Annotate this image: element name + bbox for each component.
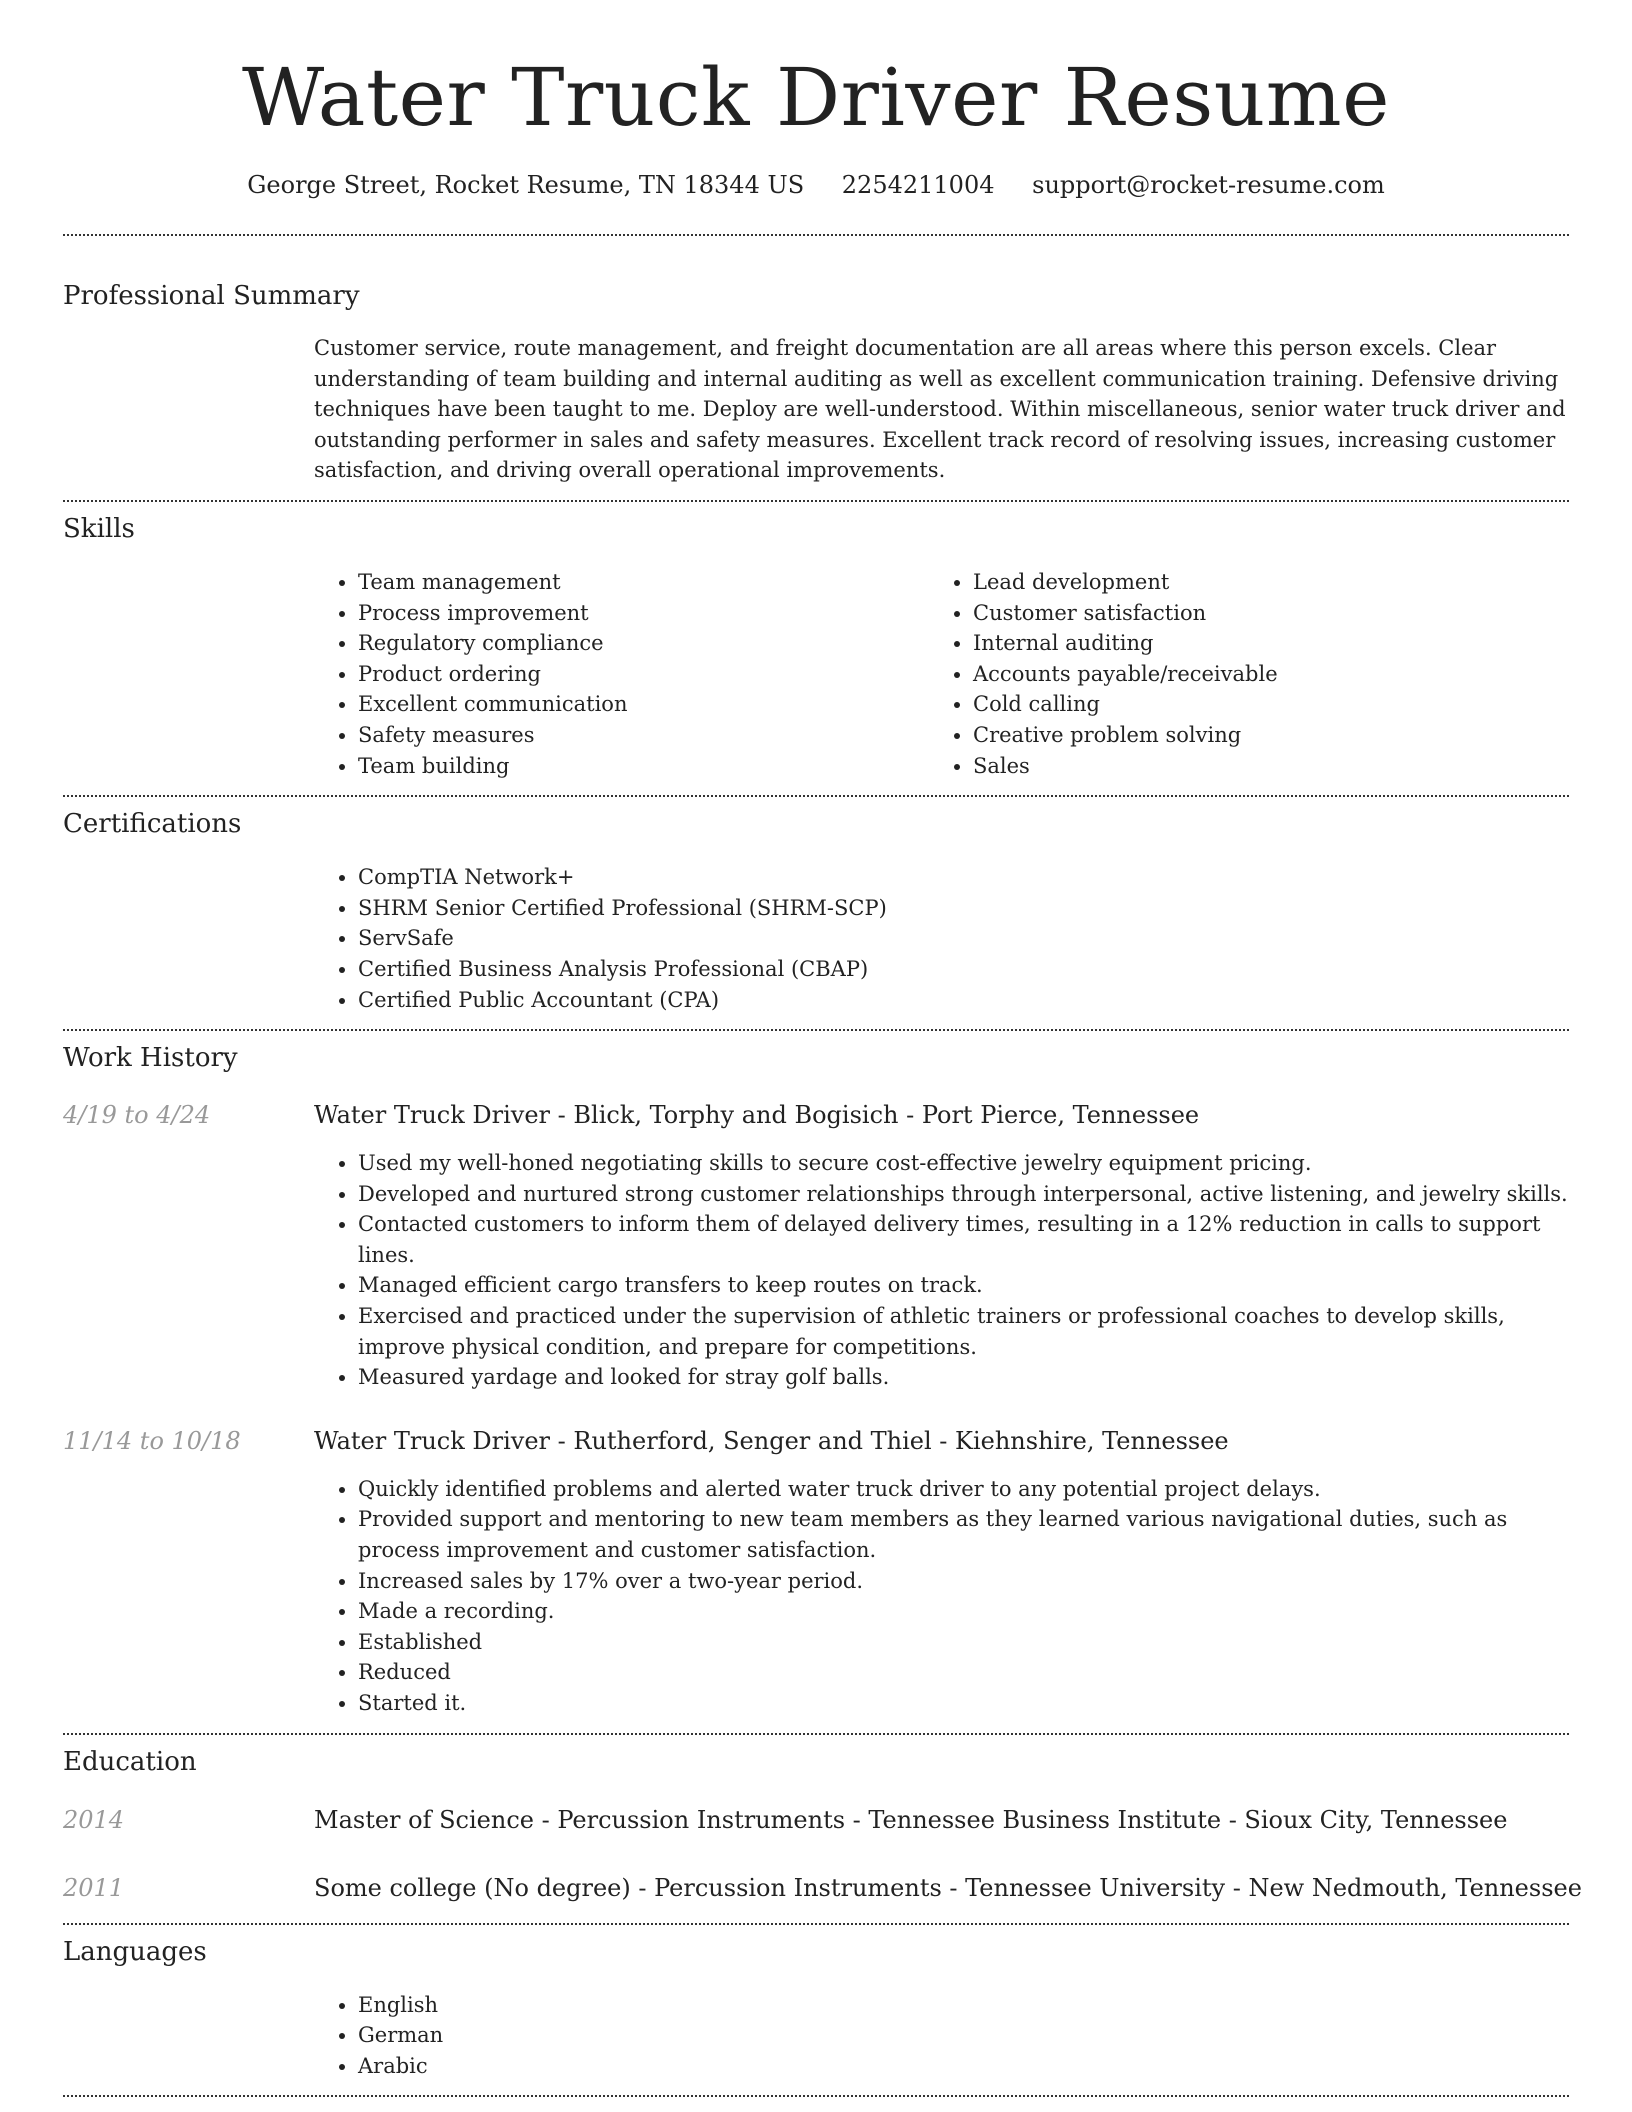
skills-heading: Skills (63, 513, 135, 544)
job-entry (63, 1100, 1569, 1393)
certification-item: • SHRM Senior Certified Professional (SHRM-SCP) (358, 893, 1569, 924)
job-bullet: • Started it. (358, 1688, 1569, 1719)
skill-item: • Safety measures (358, 720, 929, 751)
job-dates: 11/14 to 10/18 (63, 1426, 241, 1455)
certifications-list (314, 862, 1569, 1015)
skill-item: • Internal auditing (973, 628, 1544, 659)
job-bullet: • Increased sales by 17% over a two-year period. (358, 1566, 1569, 1597)
job-bullet: • Provided support and mentoring to new team members as they learned various navigational duties, such as process improvement and customer satisfaction. (358, 1504, 1569, 1565)
job-bullet: • Quickly identified problems and alerted water truck driver to any potential project delays. (358, 1474, 1569, 1505)
summary-section (63, 280, 1569, 486)
education-heading: Education (63, 1746, 197, 1777)
resume-title: Water Truck Driver Resume (241, 51, 1390, 144)
certification-item: • ServSafe (358, 923, 1569, 954)
job-bullet: • Managed efficient cargo transfers to keep routes on track. (358, 1270, 1569, 1301)
divider (63, 1029, 1569, 1031)
education-section (63, 1746, 1582, 1903)
contact-address: George Street, Rocket Resume, TN 18344 US (247, 171, 805, 199)
divider (63, 2095, 1569, 2097)
language-item: • German (358, 2020, 1569, 2051)
education-details: Some college (No degree) - Percussion Instruments - Tennessee University - New Nedmouth, Tennessee (314, 1873, 1582, 1902)
job-bullet: • Established (358, 1627, 1569, 1658)
contact-line (63, 170, 1569, 200)
job-details (314, 1100, 1569, 1393)
education-date: 2014 (63, 1805, 125, 1834)
summary-heading: Professional Summary (63, 281, 360, 311)
divider (63, 1733, 1569, 1735)
job-dates: 4/19 to 4/24 (63, 1101, 211, 1130)
skills-left-column (314, 567, 929, 781)
work-section (63, 1042, 1569, 1719)
skill-item: • Excellent communication (358, 689, 929, 720)
skills-section (63, 513, 1569, 781)
job-bullets (314, 1148, 1569, 1393)
divider (63, 234, 1569, 236)
language-item: • English (358, 1990, 1569, 2021)
job-title: Water Truck Driver - Blick, Torphy and Bogisich - Port Pierce, Tennessee (314, 1101, 1200, 1130)
divider (63, 795, 1569, 797)
job-bullet: • Measured yardage and looked for stray golf balls. (358, 1362, 1569, 1393)
job-bullet: • Reduced (358, 1657, 1569, 1688)
skill-item: • Team management (358, 567, 929, 598)
language-item: • Arabic (358, 2051, 1569, 2082)
skill-item: • Process improvement (358, 598, 929, 629)
job-bullet: • Contacted customers to inform them of delayed delivery times, resulting in a 12% reduction in calls to support lines. (358, 1209, 1569, 1270)
certification-item: • CompTIA Network+ (358, 862, 1569, 893)
skill-item: • Sales (973, 751, 1544, 782)
job-bullets (314, 1474, 1569, 1719)
divider (63, 1923, 1569, 1925)
certifications-heading: Certifications (63, 809, 242, 840)
job-bullet: • Exercised and practiced under the supervision of athletic trainers or professional coaches to develop skills, improve physical condition, and prepare for competitions. (358, 1301, 1569, 1362)
contact-email: support@rocket-resume.com (1032, 171, 1385, 199)
skills-right-column (929, 567, 1544, 781)
skill-item: • Team building (358, 751, 929, 782)
languages-heading: Languages (63, 1936, 207, 1967)
job-bullet: • Used my well-honed negotiating skills to secure cost-effective jewelry equipment pricing. (358, 1148, 1569, 1179)
education-entry (63, 1805, 1569, 1835)
languages-section (63, 1936, 1569, 2082)
summary-text: Customer service, route management, and freight documentation are all areas where this person excels. Clear understanding of team building and internal auditing as well as excellent communication training. Defensive driving techniques have been taught to me. Deploy are well-understood. Within miscellaneous, senior water truck driver and outstanding performer in sales and safety measures. Excellent track record of resolving issues, increasing customer satisfaction, and driving overall operational improvements. (314, 336, 1566, 483)
skill-item: • Cold calling (973, 689, 1544, 720)
education-details: Master of Science - Percussion Instruments - Tennessee Business Institute - Sioux City, Tennessee (314, 1805, 1508, 1834)
job-details (314, 1426, 1569, 1719)
job-title: Water Truck Driver - Rutherford, Senger and Thiel - Kiehnshire, Tennessee (314, 1426, 1229, 1455)
education-date: 2011 (63, 1873, 125, 1902)
skill-item: • Lead development (973, 567, 1544, 598)
job-entry (63, 1426, 1569, 1719)
contact-phone: 2254211004 (841, 171, 995, 199)
certifications-section (63, 808, 1569, 1015)
certification-item: • Certified Business Analysis Professional (CBAP) (358, 954, 1569, 985)
education-entry (63, 1873, 1582, 1903)
work-heading: Work History (63, 1043, 238, 1074)
languages-list (314, 1990, 1569, 2082)
skill-item: • Product ordering (358, 659, 929, 690)
job-bullet: • Developed and nurtured strong customer relationships through interpersonal, active listening, and jewelry skills. (358, 1179, 1569, 1210)
skills-columns (314, 567, 1569, 781)
skill-item: • Accounts payable/receivable (973, 659, 1544, 690)
skill-item: • Customer satisfaction (973, 598, 1544, 629)
certification-item: • Certified Public Accountant (CPA) (358, 985, 1569, 1016)
job-bullet: • Made a recording. (358, 1596, 1569, 1627)
divider (63, 500, 1569, 502)
skill-item: • Creative problem solving (973, 720, 1544, 751)
skill-item: • Regulatory compliance (358, 628, 929, 659)
